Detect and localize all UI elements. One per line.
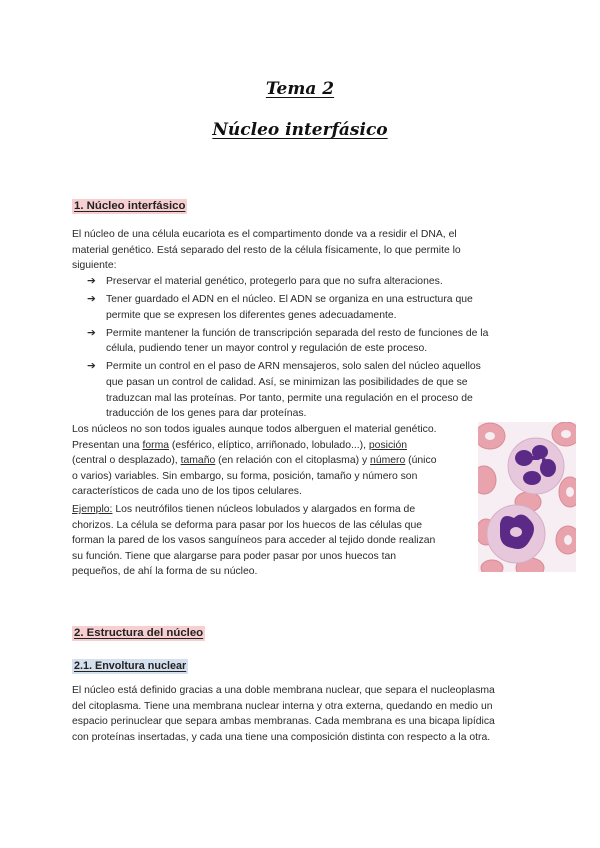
- bullet-item: ➔ Permite un control en el paso de ARN mensajeros, solo salen del núcleo aquellos que pasan un control de calidad. Así, se minimizan las posibilidades de que se traduzcan mal las proteínas. Por tanto, permite una regulación en el proceso de traducción de los genes para dar proteínas.: [87, 360, 481, 420]
- section-1-intro: [72, 227, 528, 274]
- document-subtitle: Núcleo interfásico: [212, 120, 388, 140]
- subsection-2-1-heading: 2.1. Envoltura nuclear: [74, 660, 187, 672]
- term-forma: forma: [142, 439, 170, 451]
- term-numero: número: [370, 455, 406, 467]
- arrow-bullet-icon: ➔: [87, 293, 96, 306]
- section-2-heading: 2. Estructura del núcleo: [74, 627, 204, 639]
- intro-line: siguiente:: [72, 260, 117, 272]
- document-title: Tema 2: [265, 79, 335, 99]
- bullet-list: [72, 274, 528, 424]
- bullet-item: ➔ Preservar el material genético, protegerlo para que no sufra alteraciones.: [72, 274, 528, 290]
- arrow-bullet-icon: ➔: [87, 360, 96, 373]
- bullet-item: ➔ Permite mantener la función de transcripción separada del resto de funciones de la célula, pudiendo tener un mayor control y regulación de este proceso.: [87, 326, 489, 355]
- bullet-item: ➔ Tener guardado el ADN en el núcleo. El ADN se organiza en una estructura que permite que se expresen los diferentes genes adecuadamente.: [87, 293, 473, 321]
- example-paragraph: Ejemplo: Los neutrófilos tienen núcleos lobulados y alargados en forma de chorizos. La célula se deforma para pasar por los huecos de las células que forman la pared de los vasos sanguíneos para acceder al tejido donde realizan su función. Tiene que alargarse para poder pasar por unos huecos tan pequeños, de ahí la forma de su núcleo.: [72, 504, 436, 578]
- arrow-bullet-icon: ➔: [87, 275, 96, 287]
- intro-line: material genético. Está separado del resto de la célula físicamente, lo que permite lo: [72, 244, 461, 256]
- arrow-bullet-icon: ➔: [87, 326, 96, 339]
- intro-line: El núcleo de una célula eucariota es el compartimento donde va a residir el DNA, el: [72, 229, 457, 240]
- neutrophil-micrograph: [478, 422, 576, 572]
- term-posicion: posición: [368, 439, 408, 451]
- envoltura-paragraph: El núcleo está definido gracias a una doble membrana nuclear, que separa el nucleoplasma del citoplasma. Tiene una membrana nuclear interna y otra externa, quedando en medio un espacio perinuclear que separa ambas membranas. Cada membrana es una bicapa lipídica con proteínas insertadas, y cada una tiene una composición distinta con respecto a la otra.: [72, 685, 495, 743]
- nuclei-variability-paragraph: Los núcleos no son todos iguales aunque todos alberguen el material genético. Presentan una forma (esférico, elíptico, arriñonado, lobulado...), posición (central o desplazado), tamaño (en relación con el citoplasma) y número (único o varios) variables. Sin embargo, su forma, posición, tamaño y número son característicos de cada uno de los tipos celulares.: [72, 424, 437, 498]
- term-tamano: tamaño: [180, 455, 216, 467]
- example-label: Ejemplo:: [72, 504, 113, 515]
- section-1-heading: 1. Núcleo interfásico: [74, 200, 186, 212]
